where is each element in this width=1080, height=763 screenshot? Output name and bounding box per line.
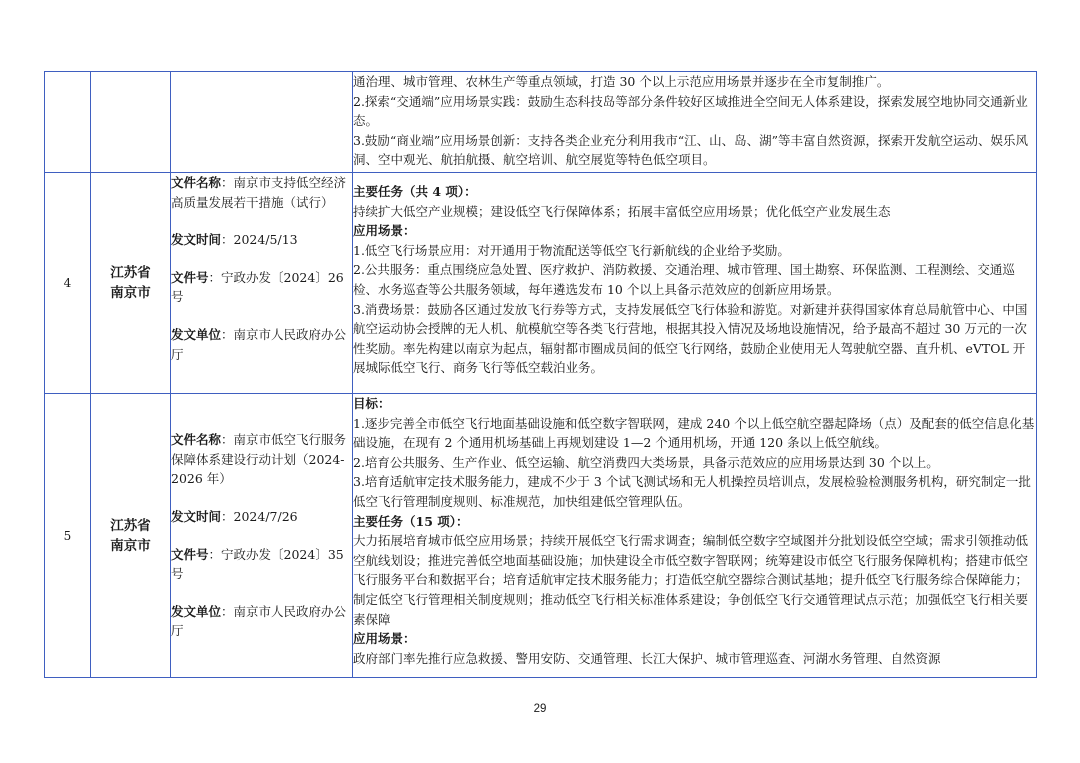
tasks-text: 持续扩大低空产业规模；建设低空飞行保障体系；拓展丰富低空应用场景；优化低空产业发展生态 [353, 203, 891, 219]
table-row [45, 173, 1037, 394]
content-line: 2.探索“交通端”应用场景实践：鼓励生态科技岛等部分条件较好区域推进全空间无人体系建设，探索发展空地协同交通新业态。 [353, 93, 1028, 129]
policy-table [44, 71, 1037, 678]
region-cell [91, 173, 171, 394]
doc-number: 文件号：宁政办发〔2024〕26 号 [171, 269, 344, 305]
region-city: 南京市 [110, 537, 151, 554]
region-cell [91, 394, 171, 678]
row-number-cell [45, 72, 91, 173]
content-cell [353, 173, 1037, 394]
doc-name: 文件名称：南京市支持低空经济高质量发展若干措施（试行） [171, 175, 347, 210]
goals-heading: 目标： [353, 396, 391, 411]
scene-item: 3.消费场景：鼓励各区通过发放飞行券等方式，支持发展低空飞行体验和游览。对新建并获得国家体育总局航管中心、中国航空运动协会授牌的无人机、航模航空等各类飞行营地，根据其投入情况及场地设施情况，给予最高不超过 30 万元的一次性奖励。率先构建以南京为起点，辐射都市圈成员间的低空飞行网络，鼓励企业使用无人驾驶航空器、直升机、eVTOL 开展城际低空飞行、商务飞行等低空载泊业务。 [353, 301, 1028, 376]
tasks-text: 大力拓展培育城市低空应用场景；持续开展低空飞行需求调查；编制低空数字空域图并分批划设低空空域；需求引领推动低空航线划设；推进完善低空地面基础设施；加快建设全市低空数字智联网；统筹建设市低空飞行服务保障机构；搭建市低空飞行服务平台和数据平台；培育适航审定技术服务能力；打造低空航空器综合测试基地；提升低空飞行服务综合保障能力；制定低空飞行管理相关制度规则；推动低空飞行相关标准体系建设；争创低空飞行交通管理试点示范；加强低空飞行相关要素保障 [353, 533, 1029, 627]
scene-item: 1.低空飞行场景应用：对开通用于物流配送等低空飞行新航线的企业给予奖励。 [353, 242, 790, 258]
goal-item: 1.逐步完善全市低空飞行地面基础设施和低空数字智联网，建成 240 个以上低空航空器起降场（点）及配套的低空信息化基础设施，在现有 2 个通用机场基础上再规划建设 1—2 个通用机场，开通 120 条以上低空航线。 [353, 415, 1035, 451]
scenes-heading: 应用场景： [353, 631, 416, 647]
page-number: 29 [533, 703, 547, 715]
document-info-cell [171, 394, 353, 678]
region-province: 江苏省 [110, 265, 151, 281]
doc-unit: 发文单位：南京市人民政府办公厅 [171, 603, 347, 639]
document-info-cell [171, 173, 353, 394]
doc-unit: 发文单位：南京市人民政府办公厅 [171, 326, 347, 362]
region-province: 江苏省 [110, 517, 151, 534]
table-row [45, 394, 1037, 678]
scenes-heading: 应用场景： [353, 223, 416, 239]
doc-time: 发文时间：2024/5/13 [171, 232, 298, 248]
document-info-cell [171, 72, 353, 173]
table-row [45, 72, 1037, 173]
content-line: 通治理、城市管理、农林生产等重点领域，打造 30 个以上示范应用场景并逐步在全市复制推广。 [353, 74, 890, 89]
tasks-heading: 主要任务（共 4 项）： [353, 184, 477, 199]
tasks-heading: 主要任务（15 项）： [353, 513, 469, 529]
content-line: 3.鼓励“商业端”应用场景创新：支持各类企业充分利用我市“江、山、岛、湖”等丰富自然资源，探索开发航空运动、娱乐风洞、空中观光、航拍航摄、航空培训、航空展览等特色低空项目。 [353, 132, 1028, 168]
doc-name: 文件名称：南京市低空飞行服务保障体系建设行动计划（2024-2026 年） [171, 432, 347, 487]
doc-number: 文件号：宁政办发〔2024〕35 号 [171, 546, 344, 582]
row-number: 5 [45, 394, 91, 678]
content-cell [353, 72, 1037, 173]
scenes-text: 政府部门率先推行应急救援、警用安防、交通管理、长江大保护、城市管理巡查、河湖水务管理、自然资源 [353, 650, 941, 666]
scene-item: 2.公共服务：重点围绕应急处置、医疗救护、消防救援、交通治理、城市管理、国土勘察、环保监测、工程测绘、交通巡检、水务巡查等公共服务领域，每年遴选发布 10 个以上具备示范效应的创新应用场景。 [353, 262, 1015, 297]
region-cell [91, 72, 171, 173]
content-cell [353, 394, 1037, 678]
goal-item: 3.培育适航审定技术服务能力，建成不少于 3 个试飞测试场和无人机操控员培训点，发展检验检测服务机构，研究制定一批低空飞行管理制度规则、标准规范，加快组建低空管理队伍。 [353, 474, 1031, 509]
goal-item: 2.培育公共服务、生产作业、低空运输、航空消费四大类场景，具备示范效应的应用场景达到 30 个以上。 [353, 454, 939, 470]
region-city: 南京市 [110, 285, 151, 301]
row-number: 4 [45, 173, 91, 394]
doc-time: 发文时间：2024/7/26 [171, 508, 298, 524]
